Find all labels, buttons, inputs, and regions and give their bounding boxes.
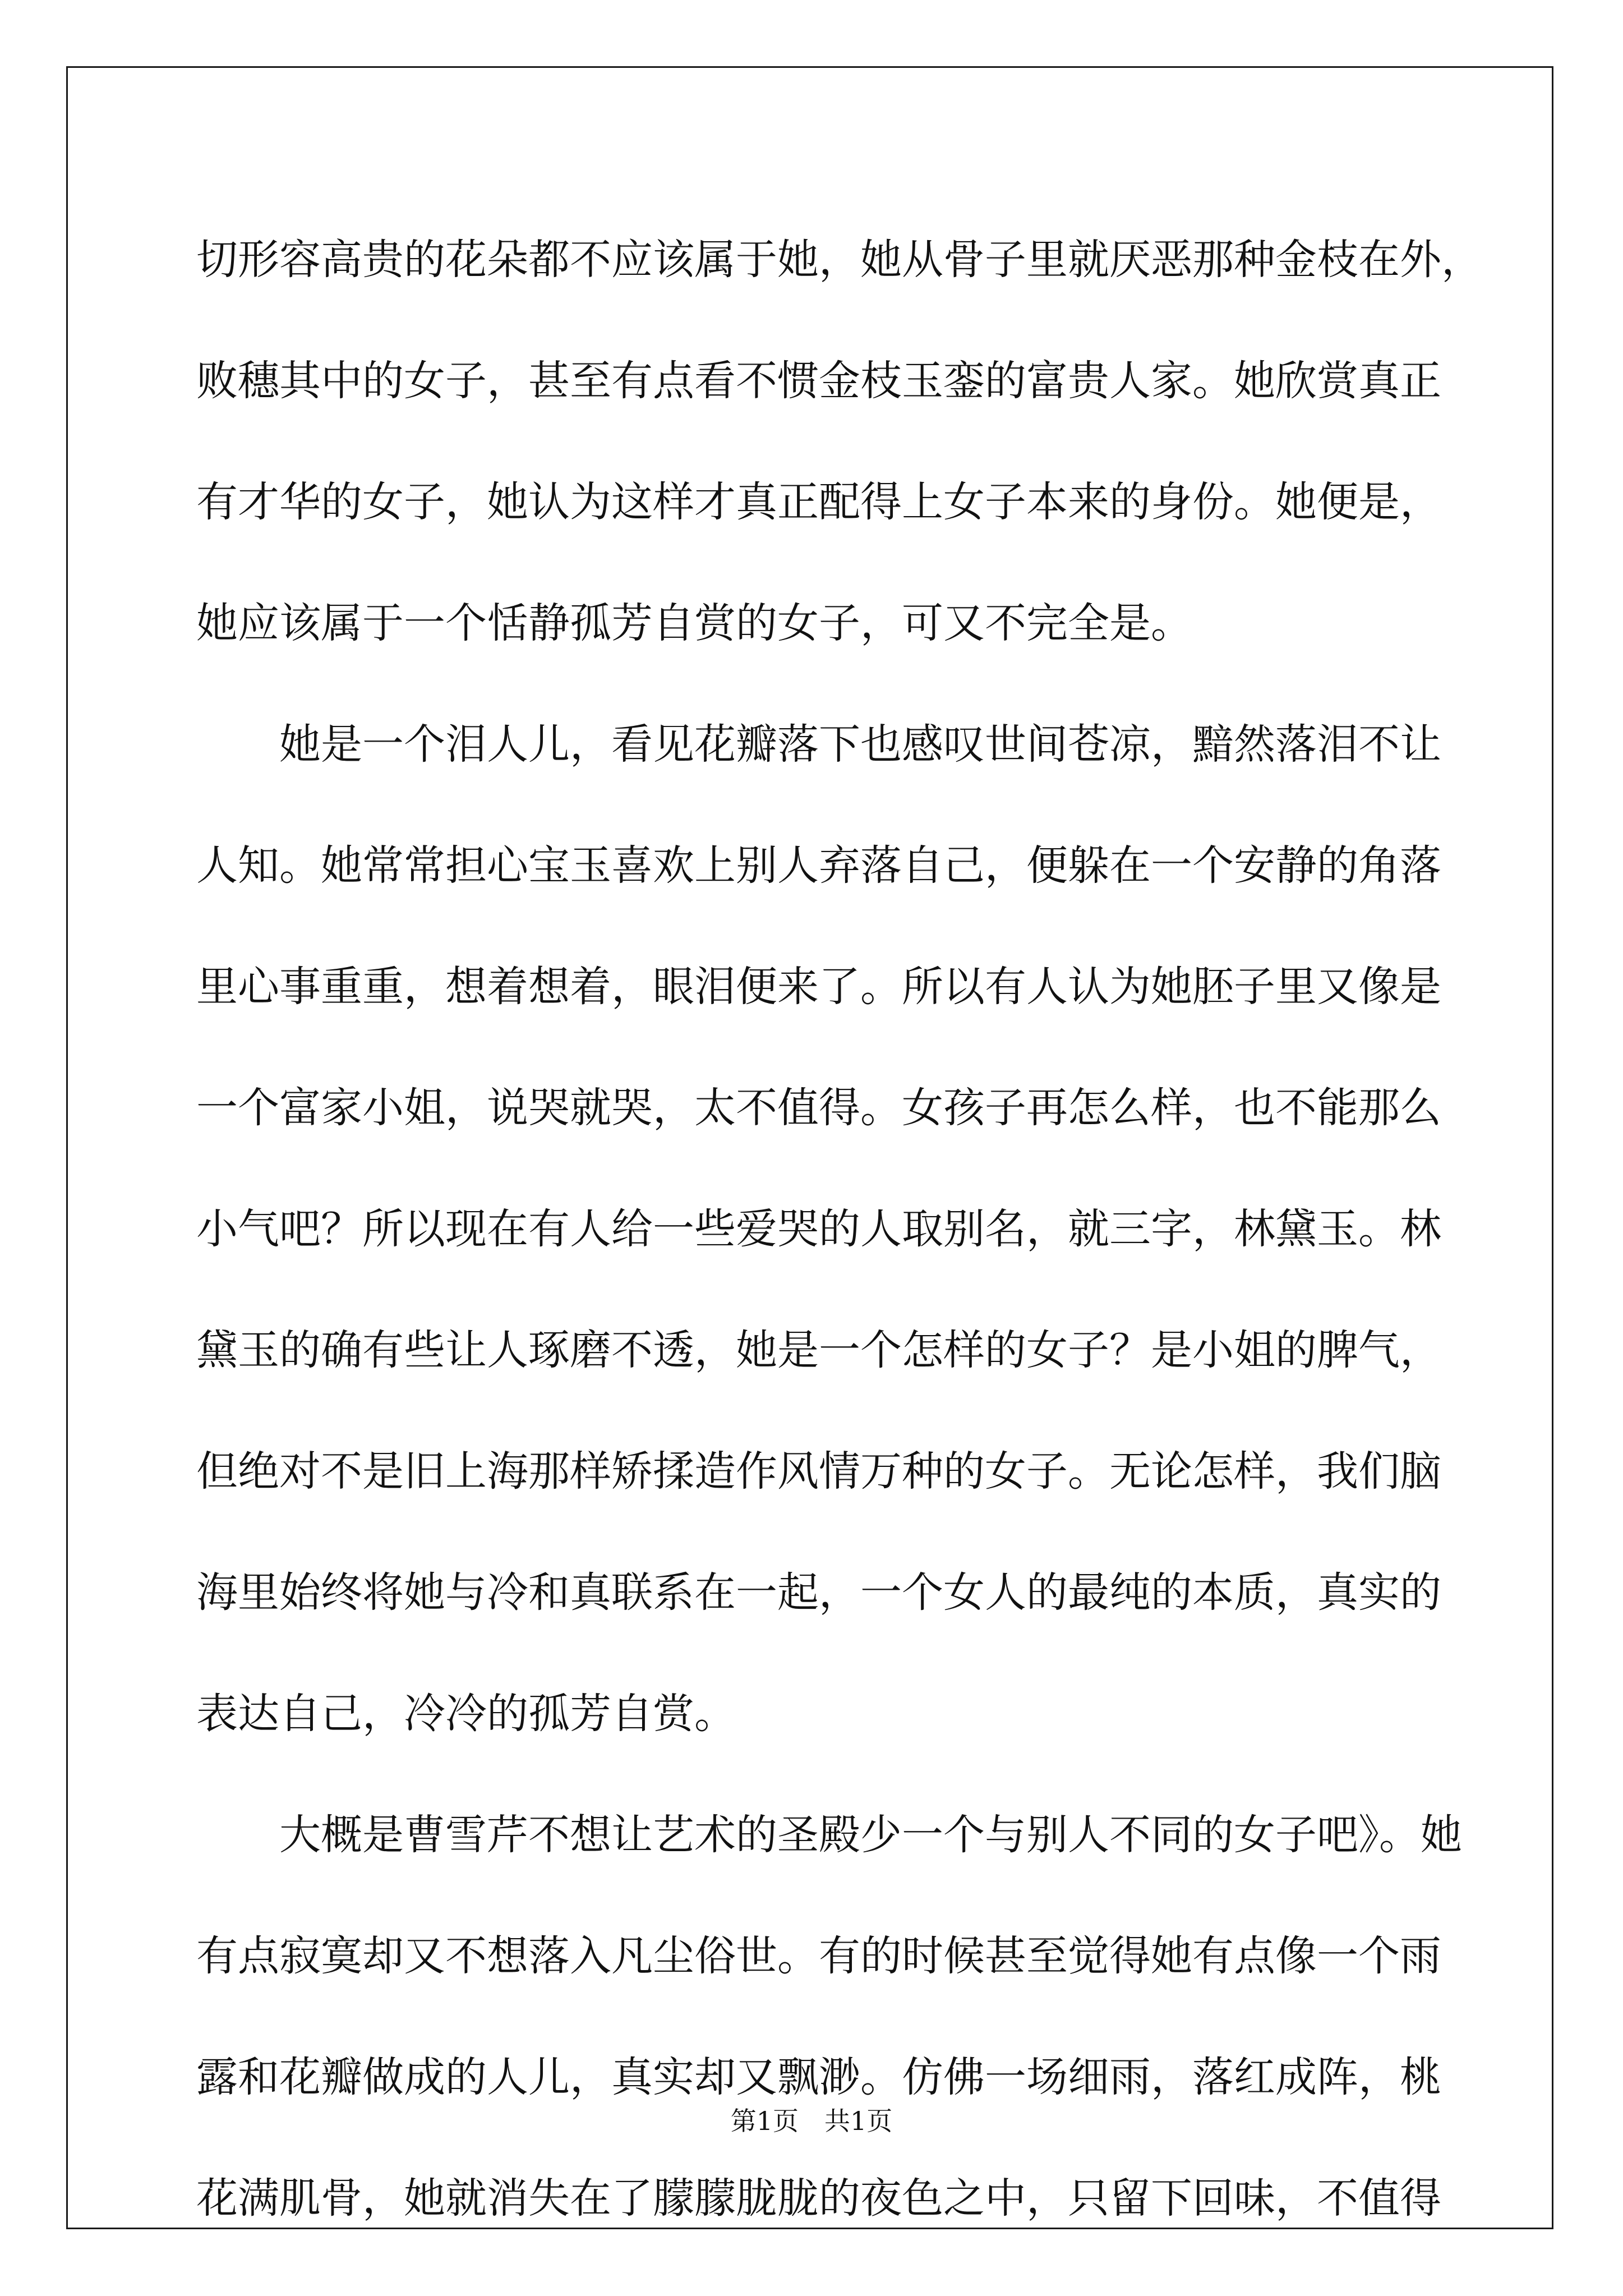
text-line: 表达自己，冷冷的孤芳自赏。: [196, 1690, 736, 1738]
page-number-label: 第1页 共1页: [730, 2106, 893, 2136]
text-line: 有才华的女子，她认为这样才真正配得上女子本来的身份。她便是，: [196, 478, 1441, 526]
text-line: 一个富家小姐，说哭就哭，太不值得。女孩子再怎么样，也不能那么: [196, 1084, 1441, 1132]
text-line: 黛玉的确有些让人琢磨不透，她是一个怎样的女子？是小姐的脾气，: [196, 1326, 1441, 1374]
document-body: [196, 199, 1483, 2259]
text-line: 人知。她常常担心宝玉喜欢上别人弃落自己，便躲在一个安静的角落: [196, 841, 1441, 890]
text-line: 海里始终将她与冷和真联系在一起，一个女人的最纯的本质，真实的: [196, 1568, 1441, 1617]
text-line: 她是一个泪人儿，看见花瓣落下也感叹世间苍凉，黯然落泪不让: [279, 720, 1441, 769]
paragraph-1: [196, 199, 1483, 684]
paragraph-2: [196, 684, 1441, 1774]
text-line: 但绝对不是旧上海那样矫揉造作风情万种的女子。无论怎样，我们脑: [196, 1447, 1441, 1496]
text-line: 切形容高贵的花朵都不应该属于她，她从骨子里就厌恶那种金枝在外，: [196, 236, 1483, 284]
text-line: 大概是曹雪芹不想让艺术的圣殿少一个与别人不同的女子吧》。她: [279, 1811, 1462, 1859]
text-line: 有点寂寞却又不想落入凡尘俗世。有的时候甚至觉得她有点像一个雨: [196, 1932, 1441, 1980]
text-line: 她应该属于一个恬静孤芳自赏的女子，可又不完全是。: [196, 599, 1192, 647]
paragraph-3: [196, 1774, 1462, 2259]
text-line: 花满肌骨，她就消失在了朦朦胧胧的夜色之中，只留下回味，不值得: [196, 2174, 1441, 2223]
text-line: 小气吧？所以现在有人给一些爱哭的人取别名，就三字，林黛玉。林: [196, 1205, 1441, 1253]
text-line: 败穗其中的女子，甚至有点看不惯金枝玉銮的富贵人家。她欣赏真正: [196, 357, 1441, 405]
text-line: 露和花瓣做成的人儿，真实却又飘渺。仿佛一场细雨，落红成阵，桃: [196, 2053, 1441, 2101]
page-footer: [0, 2101, 1623, 2138]
text-line: 里心事重重，想着想着，眼泪便来了。所以有人认为她胚子里又像是: [196, 963, 1441, 1011]
